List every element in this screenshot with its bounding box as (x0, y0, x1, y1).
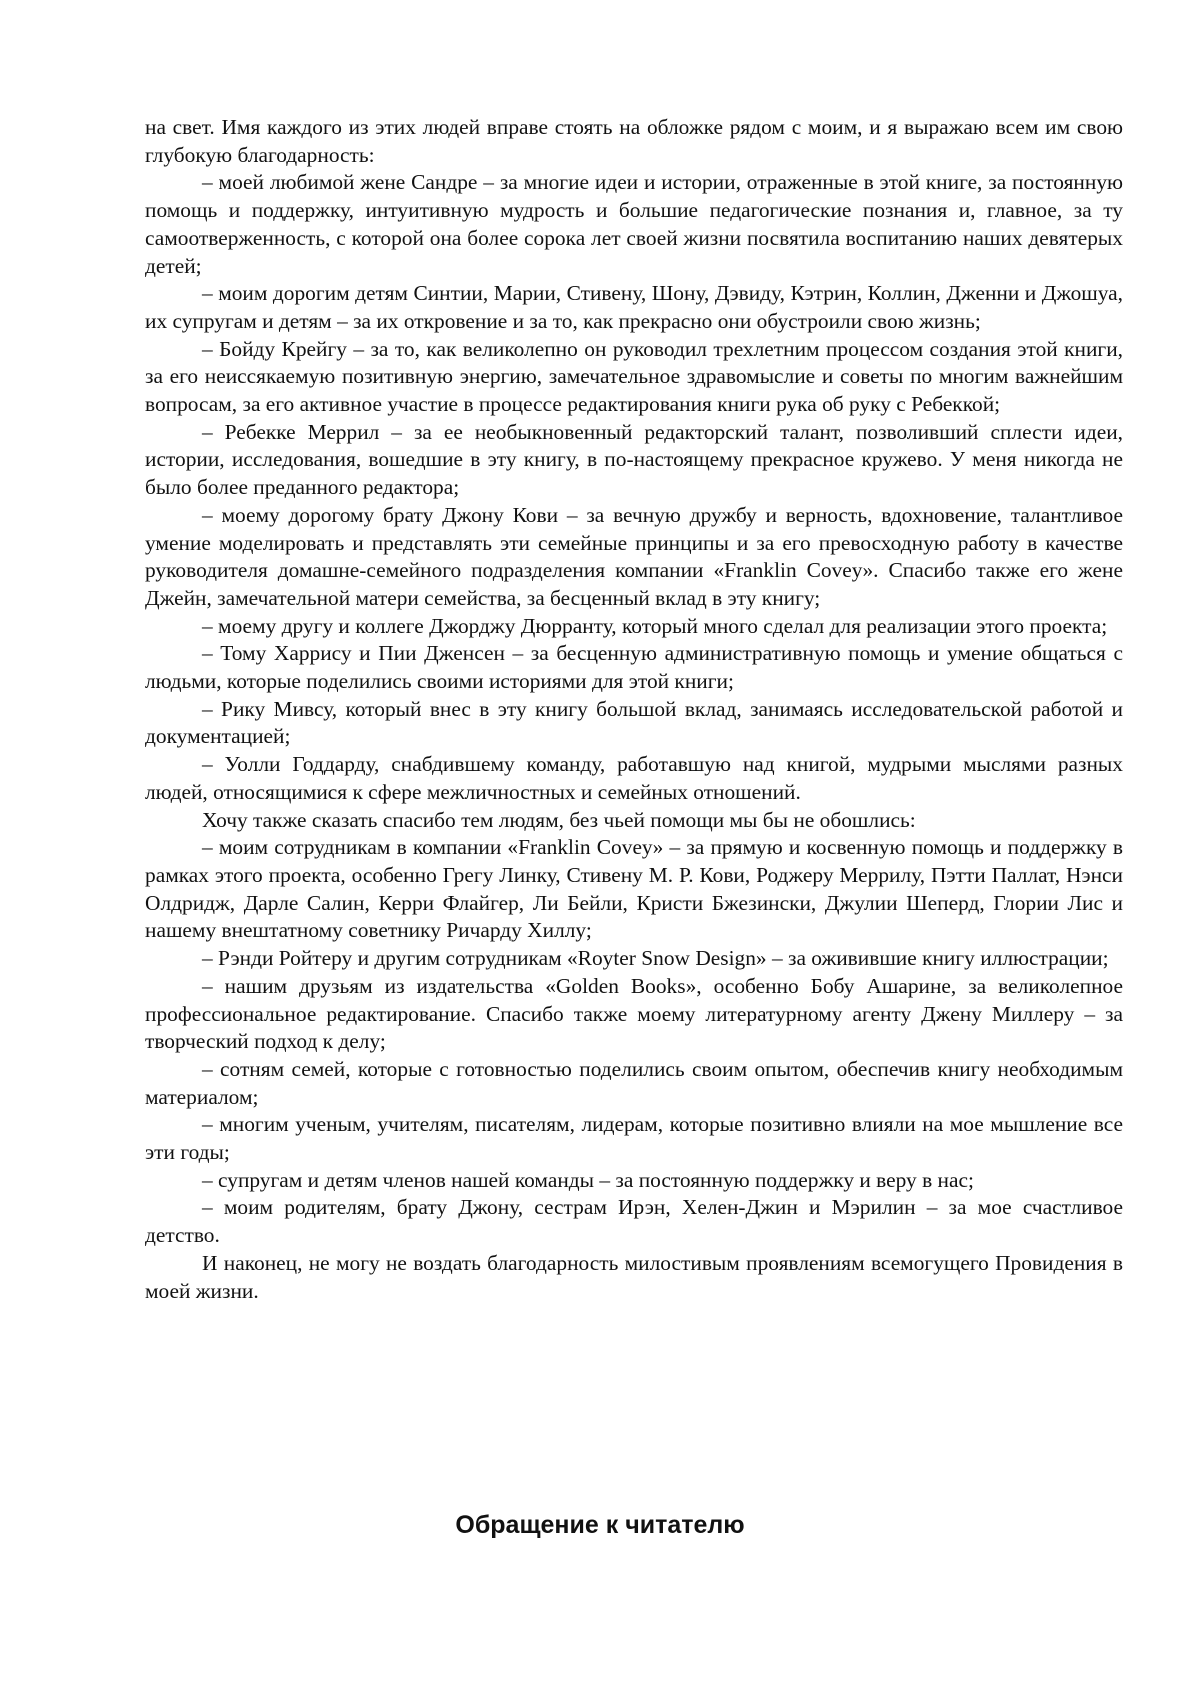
paragraph-thanks-rick: – Рику Мивсу, который внес в эту книгу большой вклад, занимаясь исследовательской работой и документацией; (145, 696, 1123, 749)
paragraph-thanks-scholars: – многим ученым, учителям, писателям, лидерам, которые позитивно влияли на мое мышление все эти годы; (145, 1112, 1123, 1165)
paragraph-thanks-golden-books: – нашим друзьям из издательства «Golden Books», особенно Бобу Ашарине, за великолепное профессиональное редактирование. Спасибо также моему литературному агенту Джену Миллеру – за творческий подход к делу; (145, 973, 1123, 1054)
paragraph-thanks-rebecca: – Ребекке Меррил – за ее необыкновенный редакторский талант, позволивший сплести идеи, истории, исследования, вошедшие в эту книгу, в по-настоящему прекрасное кружево. У меня никогда не было более преданного редактора; (145, 419, 1123, 500)
paragraph-thanks-boyd: – Бойду Крейгу – за то, как великолепно он руководил трехлетним процессом создания этой книги, за его неиссякаемую позитивную энергию, замечательное здравомыслие и советы по многим важнейшим вопросам, за его активное участие в процессе редактирования книги рука об руку с Ребеккой; (145, 336, 1123, 417)
paragraph-thanks-parents: – моим родителям, брату Джону, сестрам Ирэн, Хелен-Джин и Мэрилин – за мое счастливое детство. (145, 1195, 1123, 1248)
paragraph-thanks-providence: И наконец, не могу не воздать благодарность милостивым проявлениям всемогущего Провидения в моей жизни. (145, 1250, 1123, 1303)
paragraph-thanks-tom-pia: – Тому Харрису и Пии Дженсен – за бесценную административную помощь и умение общаться с людьми, которые поделились своими историями для этой книги; (145, 641, 1123, 694)
paragraph-thanks-brother: – моему дорогому брату Джону Кови – за вечную дружбу и верность, вдохновение, талантливое умение моделировать и представлять эти семейные принципы и за его превосходную работу в качестве руководителя домашне-семейного подразделения компании «Franklin Covey». Спасибо также его жене Джейн, замечательной матери семейства, за бесценный вклад в эту книгу; (145, 502, 1123, 610)
section-heading: Обращение к читателю (455, 1511, 745, 1539)
paragraph-thanks-children: – моим дорогим детям Синтии, Марии, Стивену, Шону, Дэвиду, Кэтрин, Коллин, Дженни и Джошуа, их супругам и детям – за их откровение и за то, как прекрасно они обустроили свою жизнь; (145, 281, 1123, 333)
paragraph-thanks-wife: – моей любимой жене Сандре – за многие идеи и истории, отраженные в этой книге, за постоянную помощь и поддержку, интуитивную мудрость и большие педагогические познания и, главное, за ту самоотверженность, с которой она более сорока лет своей жизни посвятила воспитанию наших девятерых детей; (145, 170, 1123, 278)
paragraph-thanks-george: – моему другу и коллеге Джорджу Дюрранту, который много сделал для реализации этого проекта; (202, 613, 1108, 638)
paragraph-thanks-randy: – Рэнди Ройтеру и другим сотрудникам «Royter Snow Design» – за оживившие книгу иллюстрации; (202, 946, 1109, 971)
paragraph-continuation: на свет. Имя каждого из этих людей вправе стоять на обложке рядом с моим, и я выражаю всем им свою глубокую благодарность: (145, 115, 1123, 167)
paragraph-also-thanks: Хочу также сказать спасибо тем людям, без чьей помощи мы бы не обошлись: (202, 807, 916, 832)
paragraph-thanks-families: – сотням семей, которые с готовностью поделились своим опытом, обеспечив книгу необходимым материалом; (145, 1056, 1123, 1109)
paragraph-thanks-team-families: – супругам и детям членов нашей команды – за постоянную поддержку и веру в нас; (202, 1167, 974, 1192)
document-body (145, 114, 1123, 1305)
paragraph-thanks-colleagues: – моим сотрудникам в компании «Franklin Covey» – за прямую и косвенную помощь и поддержку в рамках этого проекта, особенно Грегу Линку, Стивену М. Р. Кови, Роджеру Меррилу, Пэтти Паллат, Нэнси Олдридж, Дарле Салин, Керри Флайгер, Ли Бейли, Кристи Бжезински, Джулии Шеперд, Глории Лис и нашему внештатному советнику Ричарду Хиллу; (145, 835, 1123, 943)
paragraph-thanks-wally: – Уолли Годдарду, снабдившему команду, работавшую над книгой, мудрыми мыслями разных людей, относящимися к сфере межличностных и семейных отношений. (145, 752, 1123, 804)
